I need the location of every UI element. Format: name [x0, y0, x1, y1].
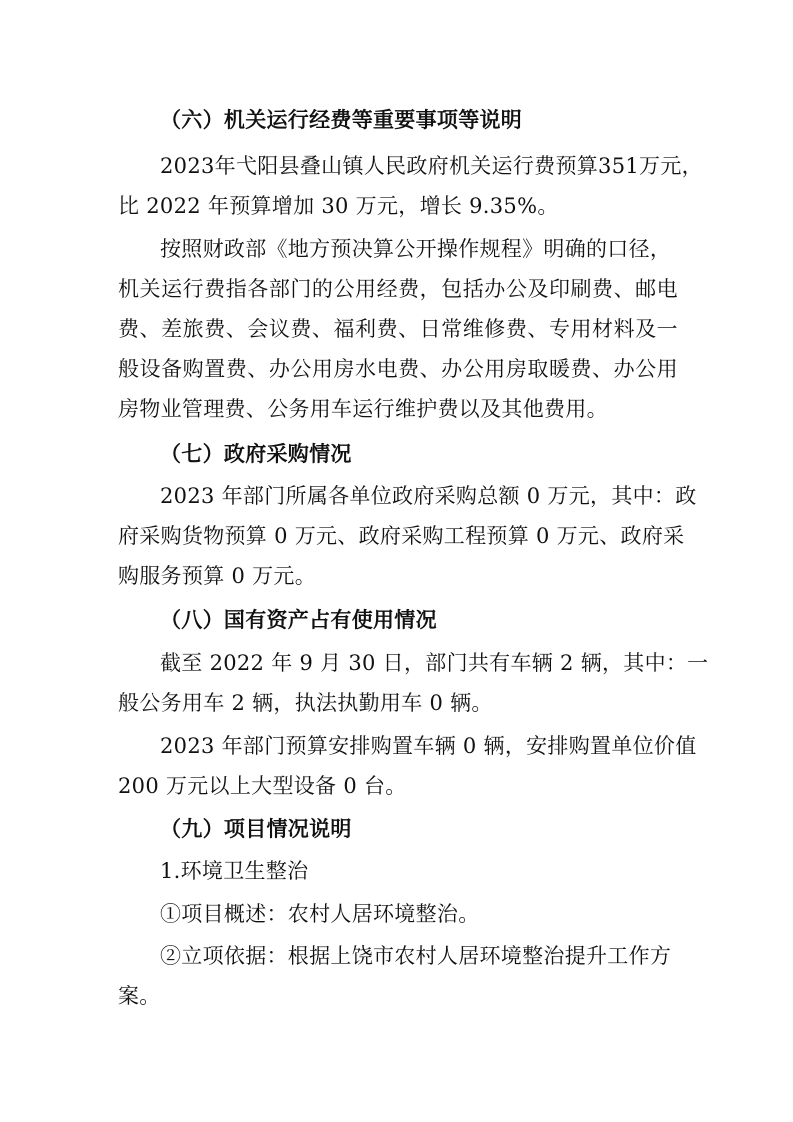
paragraph-line: 案。 [118, 984, 161, 1008]
paragraph-line: 机关运行费指各部门的公用经费，包括办公及印刷费、邮电 [118, 277, 678, 301]
paragraph-line: 比 2022 年预算增加 30 万元，增长 9.35%。 [118, 194, 559, 218]
paragraph-line: 2023年弋阳县叠山镇人民政府机关运行费预算351万元， [160, 154, 703, 178]
section-heading: （九）项目情况说明 [160, 817, 352, 841]
paragraph-line: 2023 年部门预算安排购置车辆 0 辆，安排购置单位价值 [160, 734, 697, 758]
section-heading: （七）政府采购情况 [160, 442, 352, 466]
section-heading: （六）机关运行经费等重要事项等说明 [160, 108, 523, 132]
paragraph-line: 府采购货物预算 0 万元、政府采购工程预算 0 万元、政府采 [118, 524, 685, 548]
section-heading: （八）国有资产占有使用情况 [160, 608, 437, 632]
paragraph-line: 般设备购置费、办公用房水电费、办公用房取暖费、办公用 [118, 357, 678, 381]
paragraph-line: 房物业管理费、公务用车运行维护费以及其他费用。 [118, 397, 608, 421]
paragraph-line: 按照财政部《地方预决算公开操作规程》明确的口径， [160, 237, 672, 261]
paragraph-line: 2023 年部门所属各单位政府采购总额 0 万元，其中：政 [160, 484, 697, 508]
paragraph-line: 200 万元以上大型设备 0 台。 [118, 774, 407, 798]
paragraph-line: ①项目概述：农村人居环境整治。 [160, 902, 480, 926]
paragraph-line: 般公务用车 2 辆，执法执勤用车 0 辆。 [118, 691, 493, 715]
item-title: 1.环境卫生整治 [160, 859, 309, 883]
paragraph-line: 截至 2022 年 9 月 30 日，部门共有车辆 2 辆，其中：一 [160, 651, 709, 675]
paragraph-line: 购服务预算 0 万元。 [118, 564, 317, 588]
paragraph-line: ②立项依据：根据上饶市农村人居环境整治提升工作方 [160, 944, 672, 968]
paragraph-line: 费、差旅费、会议费、福利费、日常维修费、专用材料及一 [118, 317, 678, 341]
